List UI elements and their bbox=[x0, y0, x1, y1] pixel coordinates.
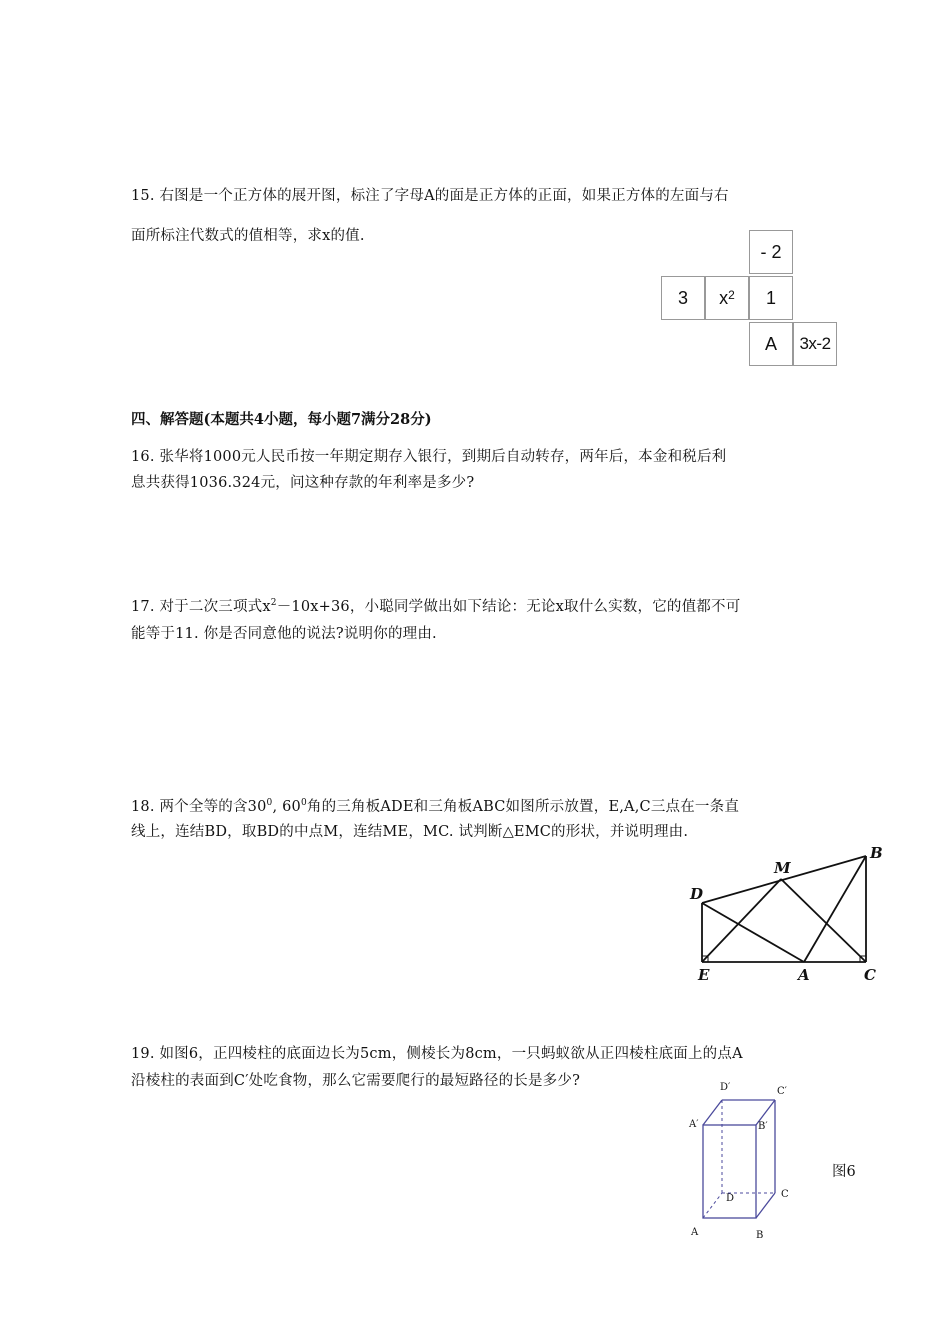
net-x-base: x bbox=[719, 287, 729, 308]
net-cell-center: 1 bbox=[749, 276, 793, 320]
q18-line1-b: , 60 bbox=[272, 799, 301, 815]
label-c-prime: C′ bbox=[777, 1086, 787, 1097]
q15-text-line2: 面所标注代数式的值相等，求x的值. bbox=[131, 228, 365, 244]
hidden-edge-a-d bbox=[703, 1193, 722, 1218]
label-b: B bbox=[870, 844, 883, 862]
edge-ap-dp bbox=[703, 1100, 722, 1125]
label-m: M bbox=[774, 859, 791, 877]
section-heading: 四、解答题(本题共4小题，每小题7满分28分) bbox=[131, 411, 432, 428]
q15-text-line1: 15. 右图是一个正方体的展开图，标注了字母A的面是正方体的正面，如果正方体的左面与右 bbox=[131, 188, 729, 204]
label-d: D bbox=[690, 885, 704, 903]
segment-mc bbox=[781, 879, 866, 962]
q18-line1-a: 18. 两个全等的含30 bbox=[131, 799, 267, 815]
prism-front-face bbox=[703, 1125, 756, 1218]
label-d-prime: D′ bbox=[720, 1082, 731, 1093]
q17-text-line2: 能等于11. 你是否同意他的说法?说明你的理由. bbox=[131, 626, 437, 642]
q19-text-line1: 19. 如图6，正四棱柱的底面边长为5cm，侧棱长为8cm，一只蚂蚁欲从正四棱柱底面上的点A bbox=[131, 1046, 743, 1062]
q17-line1-b: －10x+36，小聪同学做出如下结论：无论x取什么实数，它的值都不可 bbox=[276, 599, 741, 615]
label-b-prime: B′ bbox=[758, 1121, 768, 1132]
q16-text-line1: 16. 张华将1000元人民币按一年期定期存入银行，到期后自动转存，两年后，本金和税后利 bbox=[131, 449, 727, 465]
label-c: C bbox=[864, 966, 876, 984]
net-cell-right: 3x-2 bbox=[793, 322, 837, 366]
net-cell-top: - 2 bbox=[749, 230, 793, 274]
q17-sup: 2 bbox=[270, 598, 277, 609]
q17-text-line1 bbox=[131, 595, 740, 616]
q17-line1-a: 17. 对于二次三项式x bbox=[131, 599, 271, 615]
q18-line1-c: 角的三角板ADE和三角板ABC如图所示放置，E,A,C三点在一条直 bbox=[306, 799, 740, 815]
net-cell-x-squared bbox=[705, 276, 749, 320]
q18-text-line1 bbox=[131, 795, 739, 816]
q18-sup2: 0 bbox=[300, 798, 307, 809]
q16-text-line2: 息共获得1036.324元，问这种存款的年利率是多少? bbox=[131, 475, 475, 491]
prism-figure bbox=[680, 1075, 800, 1245]
net-cell-left: 3 bbox=[661, 276, 705, 320]
figure-6-caption: 图6 bbox=[832, 1164, 856, 1180]
label-a: A bbox=[798, 966, 810, 984]
label-c-bottom: C bbox=[781, 1189, 789, 1200]
q19-text-line2: 沿棱柱的表面到C′处吃食物，那么它需要爬行的最短路径的长是多少? bbox=[131, 1073, 581, 1089]
segment-da bbox=[702, 903, 804, 962]
q18-text-line2: 线上，连结BD，取BD的中点M，连结ME，MC. 试判断△EMC的形状，并说明理由. bbox=[131, 824, 689, 840]
label-a-bottom: A bbox=[691, 1227, 699, 1238]
edge-b-c bbox=[756, 1193, 775, 1218]
label-e: E bbox=[698, 966, 710, 984]
net-x-exponent: 2 bbox=[728, 288, 735, 302]
net-cell-front: A bbox=[749, 322, 793, 366]
label-a-prime: A′ bbox=[689, 1119, 699, 1130]
label-b-bottom: B bbox=[756, 1230, 764, 1241]
q18-sup1: 0 bbox=[266, 798, 273, 809]
triangle-figure bbox=[680, 840, 890, 990]
label-d-bottom: D bbox=[726, 1193, 735, 1204]
